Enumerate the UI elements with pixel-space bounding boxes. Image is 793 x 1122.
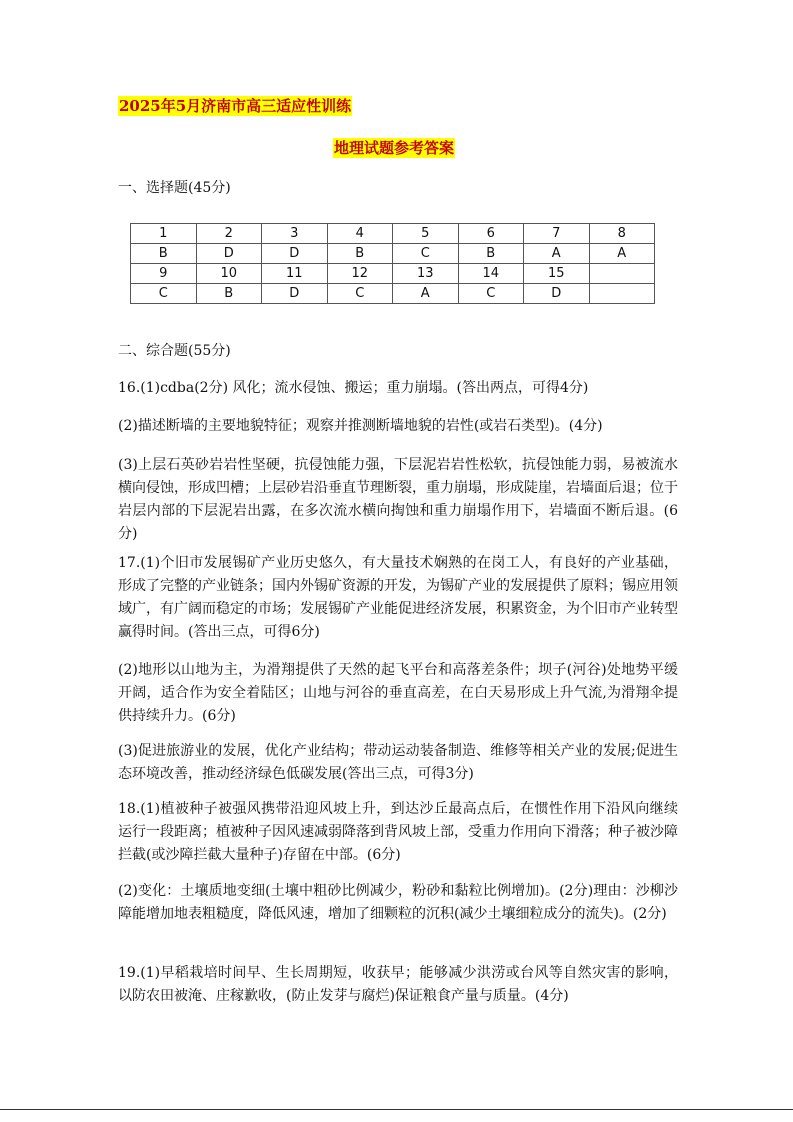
answer-paragraph: 19.(1)早稻栽培时间早、生长周期短，收获早；能够减少洪涝或台风等自然灾害的影响，以防农田被淹、庄稼歉收，(防止发芽与腐烂)保证粮食产量与质量。(4分) [118, 965, 678, 1004]
answer-cell: C [458, 284, 524, 304]
answer-cell: B [458, 244, 524, 264]
question-number-cell: 7 [524, 224, 590, 244]
question-number-cell: 13 [393, 264, 459, 284]
answer-cell: D [196, 244, 262, 264]
question-number-cell: 2 [196, 224, 262, 244]
answer-paragraph: (2)地形以山地为主，为滑翔提供了天然的起飞平台和高落差条件；坝子(河谷)处地势平缓开阔，适合作为安全着陆区；山地与河谷的垂直高差，在白天易形成上升气流,为滑翔伞提供持续升力。(6分) [118, 662, 678, 724]
answer-cell [589, 284, 655, 304]
answer-paragraph: (2)变化：土壤质地变细(土壤中粗砂比例减少，粉砂和黏粒比例增加)。(2分)理由：沙柳沙障能增加地表粗糙度，降低风速，增加了细颗粒的沉积(减少土壤细粒成分的流失)。(2分) [118, 883, 678, 922]
question-number-cell: 11 [262, 264, 328, 284]
question-number-cell: 3 [262, 224, 328, 244]
page-bottom-divider [0, 1109, 793, 1110]
answer-cell: A [524, 244, 590, 264]
exam-title: 2025年5月济南市高三适应性训练 [119, 97, 352, 115]
answer-paragraph: (2)描述断墙的主要地貌特征；观察并推测断墙地貌的岩性(或岩石类型)。(4分) [118, 418, 603, 434]
answer-paragraph: 17.(1)个旧市发展锡矿产业历史悠久，有大量技术娴熟的在岗工人，有良好的产业基础，形成了完整的产业链条；国内外锡矿资源的开发，为锡矿产业的发展提供了原料；锡应用领域广，有广阔而稳定的市场；发展锡矿产业能促进经济发展，积累资金，为个旧市产业转型赢得时间。(答出三点，可得6分) [118, 555, 678, 640]
question-number-cell: 6 [458, 224, 524, 244]
answer-cell: B [196, 284, 262, 304]
answer-table-row [131, 264, 655, 284]
question-number-cell: 14 [458, 264, 524, 284]
question-number-cell: 15 [524, 264, 590, 284]
answer-cell: D [262, 244, 328, 264]
question-number-cell: 8 [589, 224, 655, 244]
answer-cell: D [262, 284, 328, 304]
answer-paragraph: 18.(1)植被种子被强风携带沿迎风坡上升，到达沙丘最高点后，在惯性作用下沿风向继续运行一段距离；植被种子因风速减弱降落到背风坡上部，受重力作用向下滑落；种子被沙障拦截(或沙障拦截大量种子)存留在中部。(6分) [118, 801, 678, 863]
answer-cell: A [393, 284, 459, 304]
answer-table-row [131, 244, 655, 264]
answer-cell: B [131, 244, 197, 264]
answer-paragraph: (3)上层石英砂岩岩性坚硬，抗侵蚀能力强，下层泥岩岩性松软，抗侵蚀能力弱，易被流水横向侵蚀，形成凹槽；上层砂岩沿垂直节理断裂，重力崩塌，形成陡崖，岩墙面后退；位于岩层内部的下层泥岩出露，在多次流水横向掏蚀和重力崩塌作用下，岩墙面不断后退。(6分) [118, 457, 678, 542]
question-number-cell: 1 [131, 224, 197, 244]
answer-paragraph: (3)促进旅游业的发展，优化产业结构；带动运动装备制造、维修等相关产业的发展;促进生态环境改善，推动经济绿色低碳发展(答出三点，可得3分) [118, 743, 678, 782]
answer-table-row [131, 224, 655, 244]
question-number-cell [589, 264, 655, 284]
question-number-cell: 5 [393, 224, 459, 244]
answer-cell: A [589, 244, 655, 264]
question-number-cell: 12 [327, 264, 393, 284]
answer-table-row [131, 284, 655, 304]
doc-title: 地理试题参考答案 [334, 139, 455, 157]
section-heading-choice: 一、选择题(45分) [118, 180, 231, 196]
question-number-cell: 9 [131, 264, 197, 284]
answer-paragraph: 16.(1)cdba(2分) 风化；流水侵蚀、搬运；重力崩塌。(答出两点，可得4分) [118, 380, 589, 396]
section-heading-comprehensive: 二、综合题(55分) [118, 343, 231, 359]
answer-cell: B [327, 244, 393, 264]
question-number-cell: 10 [196, 264, 262, 284]
answer-cell: C [131, 284, 197, 304]
answer-cell: C [393, 244, 459, 264]
answer-cell: D [524, 284, 590, 304]
answer-cell: C [327, 284, 393, 304]
question-number-cell: 4 [327, 224, 393, 244]
answer-table [130, 223, 655, 304]
